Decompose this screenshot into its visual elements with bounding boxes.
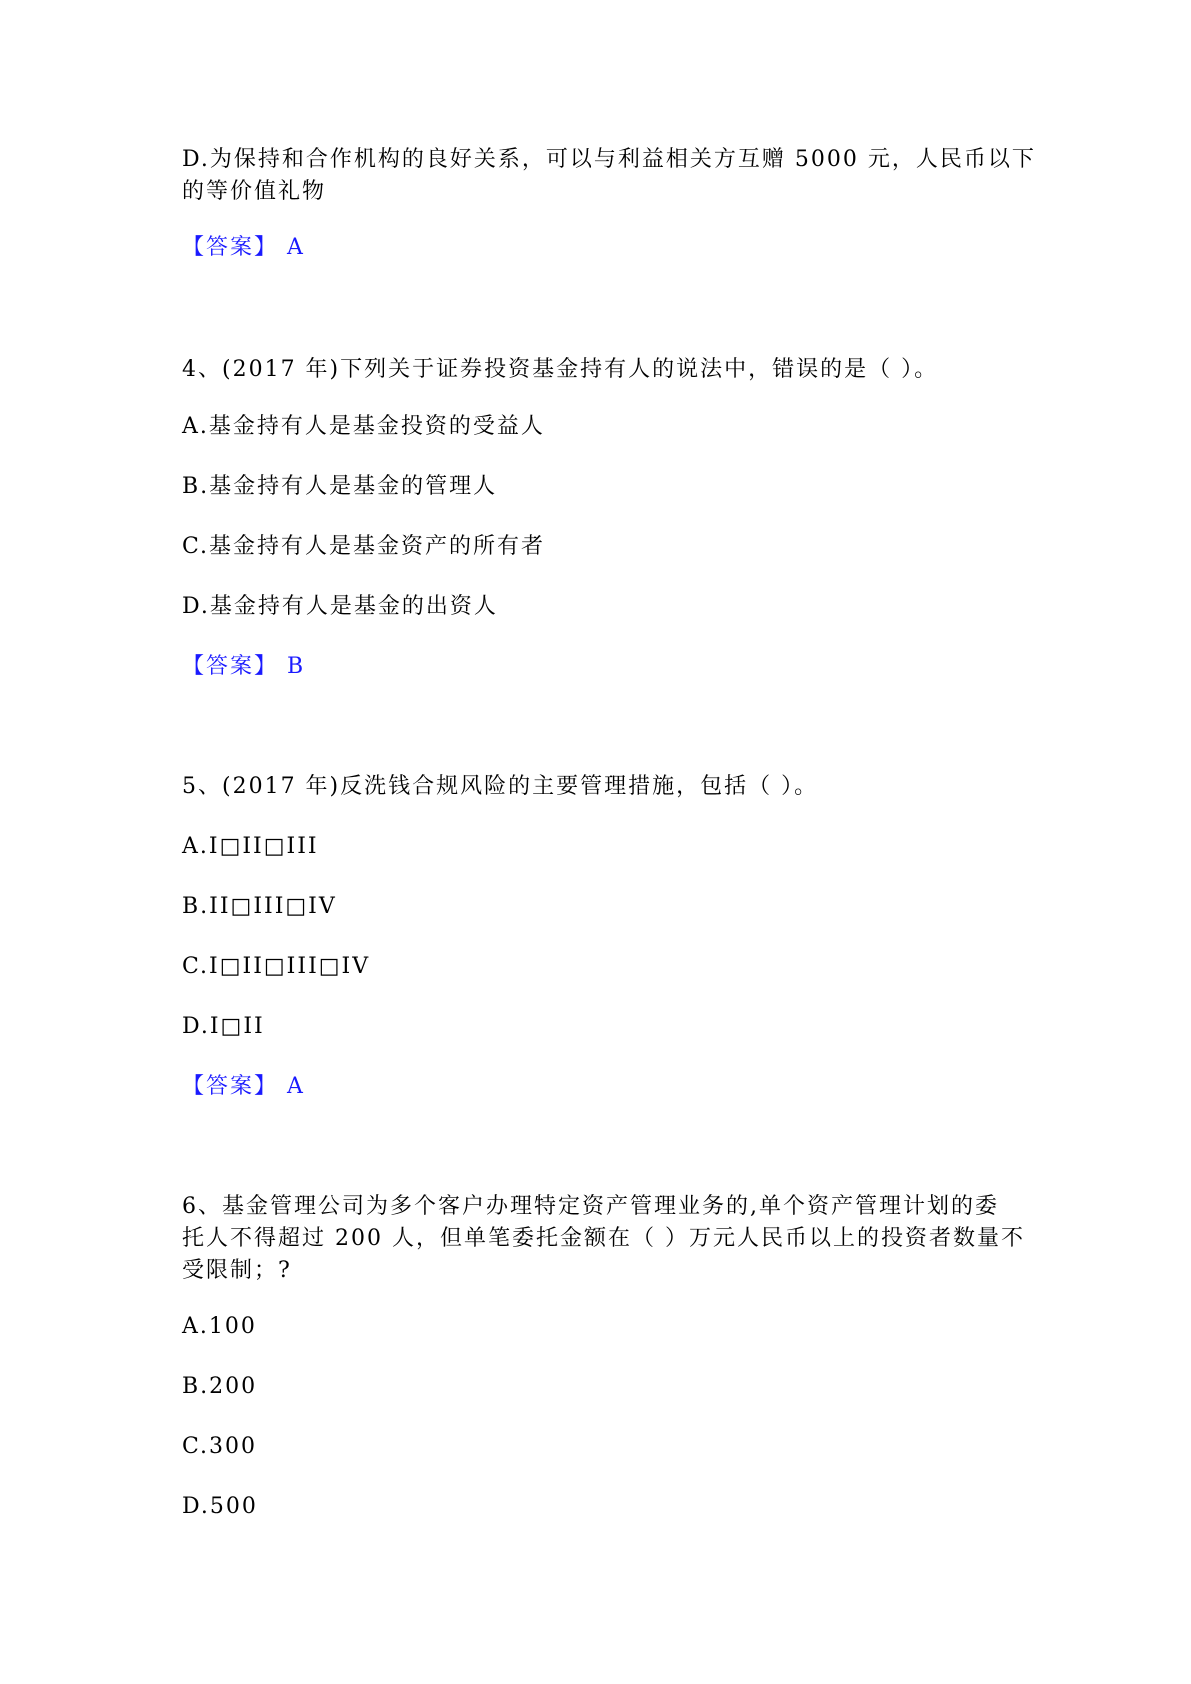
q4-answer: 【答案】 B [182, 654, 306, 679]
q3-option-d-line1: D.为保持和合作机构的良好关系，可以与利益相关方互赠 5000 元，人民币以下 [182, 147, 1036, 172]
q5-option-b: B.II□III□IV [182, 894, 337, 919]
q5-stem: 5、(2017 年)反洗钱合规风险的主要管理措施，包括（ ）。 [182, 774, 819, 799]
q5-option-c: C.I□II□III□IV [182, 954, 371, 979]
q6-stem-line2: 托人不得超过 200 人，但单笔委托金额在（ ）万元人民币以上的投资者数量不 [182, 1226, 1025, 1251]
q6-option-c: C.300 [182, 1434, 258, 1459]
q3-option-d-line2: 的等价值礼物 [182, 179, 327, 204]
q5-answer: 【答案】 A [182, 1074, 305, 1099]
q4-stem: 4、(2017 年)下列关于证券投资基金持有人的说法中，错误的是（ ）。 [182, 357, 939, 382]
q5-option-d: D.I□II [182, 1014, 265, 1039]
q5-option-a: A.I□II□III [182, 834, 319, 859]
q6-stem-line1: 6、基金管理公司为多个客户办理特定资产管理业务的,单个资产管理计划的委 [182, 1194, 999, 1219]
q4-option-a: A.基金持有人是基金投资的受益人 [182, 414, 545, 439]
q4-option-d: D.基金持有人是基金的出资人 [182, 594, 498, 619]
q6-option-d: D.500 [182, 1494, 258, 1519]
q4-option-b: B.基金持有人是基金的管理人 [182, 474, 498, 499]
q3-answer: 【答案】 A [182, 235, 305, 260]
q4-option-c: C.基金持有人是基金资产的所有者 [182, 534, 546, 559]
q6-option-a: A.100 [182, 1314, 257, 1339]
q6-option-b: B.200 [182, 1374, 258, 1399]
q6-stem-line3: 受限制；? [182, 1258, 292, 1283]
